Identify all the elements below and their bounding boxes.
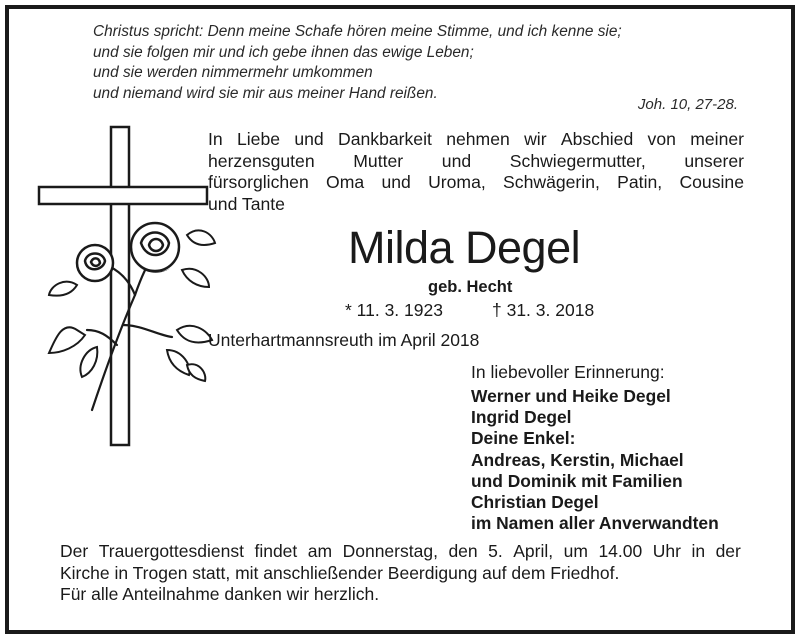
mourner-line: und Dominik mit Familien (471, 470, 683, 491)
mourners-list (471, 386, 719, 534)
intro-line: und Tante (208, 193, 285, 214)
quote-line: und niemand wird sie mir aus meiner Hand reißen. (93, 84, 438, 102)
maiden-name: geb. Hecht (428, 278, 513, 296)
place-date: Unterhartmannsreuth im April 2018 (208, 330, 480, 350)
service-notice (60, 540, 741, 584)
intro-text (208, 129, 744, 215)
birth-date: * 11. 3. 1923 (345, 300, 443, 320)
quote-line: und sie werden nimmermehr umkommen (93, 64, 373, 81)
deceased-name: Milda Degel (348, 222, 581, 273)
thanks-text: Für alle Anteilnahme danken wir herzlich. (60, 584, 380, 604)
intro-line: In Liebe und Dankbarkeit nehmen wir Abschied von meiner (208, 129, 744, 149)
death-date: † 31. 3. 2018 (492, 300, 595, 320)
intro-line: fürsorglichen Oma und Uroma, Schwägerin, Patin, Cousine (208, 172, 744, 192)
quote-line: Christus spricht: Denn meine Schafe hören meine Stimme, und ich kenne sie; (93, 23, 622, 40)
quote-citation: Joh. 10, 27-28. (637, 96, 738, 113)
quote-line: und sie folgen mir und ich gebe ihnen das ewige Leben; (93, 43, 474, 61)
memory-heading: In liebevoller Erinnerung: (471, 362, 665, 382)
mourner-line: Ingrid Degel (471, 407, 572, 428)
mourner-line: Werner und Heike Degel (471, 386, 671, 406)
mourner-line: im Namen aller Anverwandten (471, 513, 719, 534)
cross-with-roses-icon (37, 125, 217, 450)
service-line: Kirche in Trogen statt, mit anschließender Beerdigung auf dem Friedhof. (60, 563, 620, 583)
bible-quote (93, 22, 622, 104)
mourner-line: Andreas, Kerstin, Michael (471, 449, 684, 470)
service-line: Der Trauergottesdienst findet am Donnerstag, den 5. April, um 14.00 Uhr in der (60, 541, 741, 561)
mourner-line: Christian Degel (471, 492, 599, 513)
mourner-line: Deine Enkel: (471, 428, 576, 449)
intro-line: herzensguten Mutter und Schwiegermutter, unserer (208, 150, 744, 171)
